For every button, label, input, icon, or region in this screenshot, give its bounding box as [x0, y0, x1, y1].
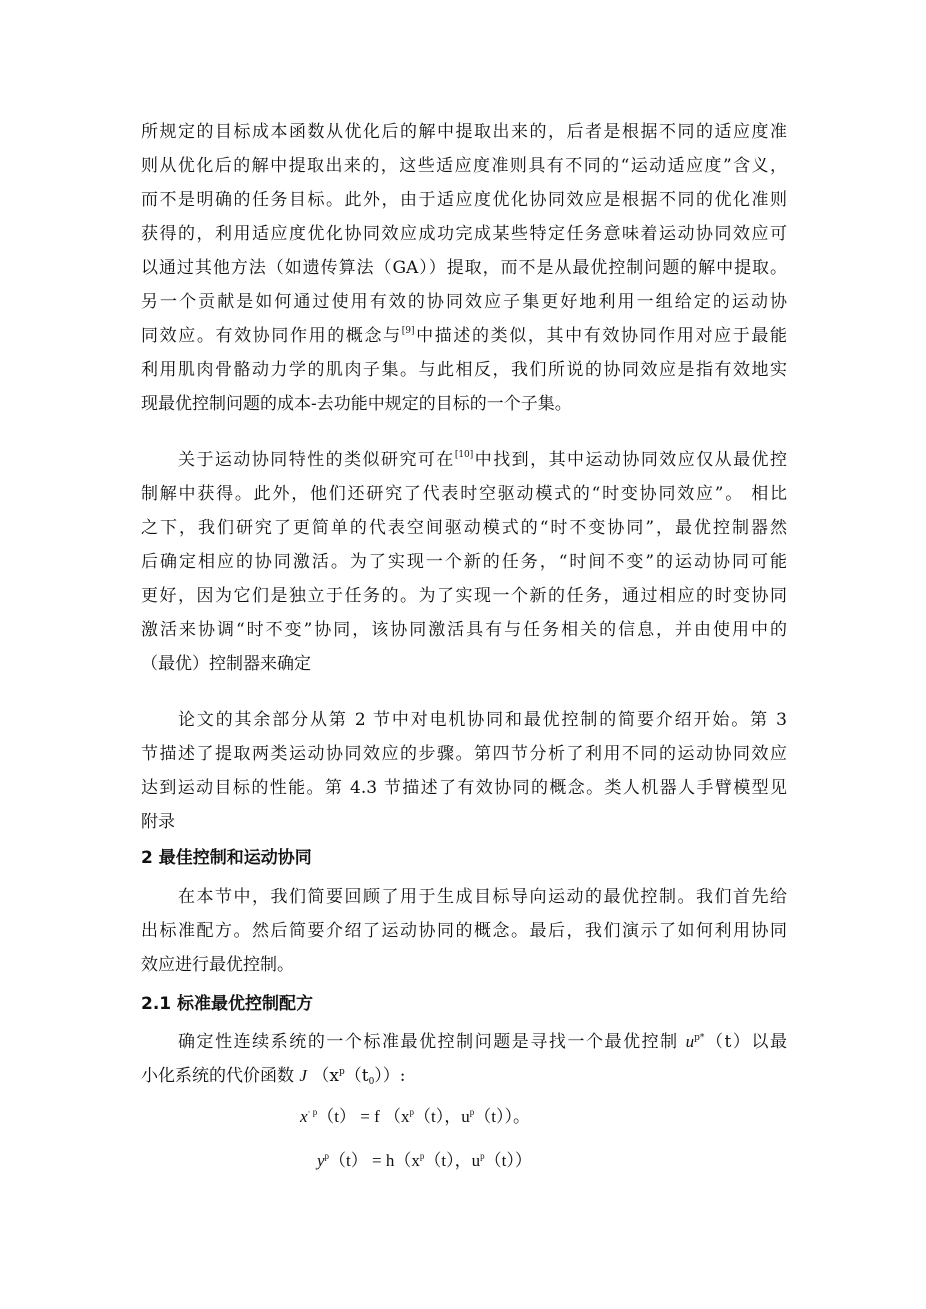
- paragraph-line: 出标准配方。然后简要介绍了运动协同的概念。最后，我们演示了如何利用协同: [141, 921, 787, 941]
- paragraph-line: 效应进行最优控制。: [141, 955, 294, 975]
- math-text: （t），u: [414, 1107, 470, 1126]
- paragraph-line: 而不是明确的任务目标。此外，由于适应度优化协同效应是根据不同的优化准则: [141, 190, 787, 210]
- paragraph-line: 激活来协调“时不变”协同，该协同激活具有与任务相关的信息，并由使用中的: [141, 620, 787, 640]
- math-sup: p: [324, 1151, 330, 1161]
- text-run: 关于运动协同特性的类似研究可在: [178, 450, 455, 470]
- math-var: y: [317, 1151, 325, 1170]
- math-text: （t: [344, 1066, 369, 1086]
- math-sup: p*: [694, 1033, 705, 1043]
- paragraph-line: 获得的，利用适应度优化协同效应成功完成某些特定任务意味着运动协同效应可: [141, 224, 787, 244]
- paragraph-line: [141, 319, 787, 353]
- paragraph-line: 后确定相应的协同激活。为了实现一个新的任务，“时间不变”的运动协同可能: [141, 552, 787, 572]
- math-sub: 0: [368, 1077, 375, 1087]
- math-text: ））:: [374, 1066, 406, 1086]
- text-run: 小化系统的代价函数: [141, 1066, 294, 1086]
- section-heading: 2 最佳控制和运动协同: [141, 848, 312, 868]
- paragraph-line: 所规定的目标成本函数从优化后的解中提取出来的，后者是根据不同的适应度准: [141, 122, 787, 142]
- paragraph-line: [178, 1025, 787, 1059]
- math-sup: p: [338, 1067, 345, 1077]
- citation-ref[interactable]: [9]: [401, 326, 415, 336]
- paragraph-line: 附录: [141, 812, 175, 832]
- paragraph-line: 节描述了提取两类运动协同效应的步骤。第四节分析了利用不同的运动协同效应: [141, 744, 787, 764]
- math-sup: p: [469, 1107, 475, 1117]
- paragraph-line: 之下，我们研究了更简单的代表空间驱动模式的“时不变协同”，最优控制器然: [141, 518, 787, 538]
- citation-ref[interactable]: [10]: [454, 450, 474, 460]
- paragraph-line: 利用肌肉骨骼动力学的肌肉子集。与此相反，我们所说的协同效应是指有效地实: [141, 360, 787, 380]
- paragraph-line: 达到运动目标的性能。第 4.3 节描述了有效协同的概念。类人机器人手臂模型见: [141, 778, 787, 798]
- text-run: 中描述的类似，其中有效协同作用对应于最能: [414, 326, 787, 346]
- math-sup: p: [480, 1151, 485, 1161]
- paragraph-line: 现最优控制问题的成本-去功能中规定的目标的一个子集。: [141, 394, 572, 414]
- text-run: 同效应。有效协同作用的概念与: [141, 326, 402, 346]
- subsection-heading: 2.1 标准最优控制配方: [141, 994, 314, 1014]
- math-text: （t），u: [424, 1151, 481, 1170]
- math-text: （t） = h（x: [329, 1151, 420, 1170]
- math-text: （t）: [704, 1032, 752, 1052]
- paragraph-line: [141, 1059, 787, 1093]
- math-text: （x: [312, 1066, 339, 1086]
- paragraph-line: 则从优化后的解中提取出来的，这些适应度准则具有不同的“运动适应度”含义，: [141, 156, 787, 176]
- paragraph-line: 在本节中，我们简要回顾了用于生成目标导向运动的最优控制。我们首先给: [178, 887, 787, 907]
- math-text: （t） = f （x: [317, 1107, 410, 1126]
- math-text: （t））。: [474, 1107, 530, 1126]
- math-sup: p: [409, 1107, 415, 1117]
- math-var: u: [685, 1032, 695, 1051]
- math-sup: p: [419, 1151, 425, 1161]
- paragraph-line: 更好，因为它们是独立于任务的。为了实现一个新的任务，通过相应的时变协同: [141, 586, 787, 606]
- paragraph-line: 另一个贡献是如何通过使用有效的协同效应子集更好地利用一组给定的运动协: [141, 292, 787, 312]
- text-run: 确定性连续系统的一个标准最优控制问题是寻找一个最优控制: [178, 1032, 679, 1052]
- math-var: x: [300, 1107, 308, 1126]
- equation-output: [317, 1144, 532, 1178]
- text-run: 以最: [751, 1032, 787, 1052]
- equation-state: [300, 1100, 530, 1134]
- math-var: J: [299, 1066, 307, 1085]
- math-text: （t））: [484, 1151, 532, 1170]
- paragraph-line: [178, 443, 787, 477]
- paragraph-line: 以通过其他方法（如遗传算法（GA））提取，而不是从最优控制问题的解中提取。: [141, 258, 787, 278]
- text-run: 中找到，其中运动协同效应仅从最优控: [473, 450, 788, 470]
- paragraph-line: 论文的其余部分从第 2 节中对电机协同和最优控制的简要介绍开始。第 3: [178, 710, 787, 730]
- math-sup: · p: [307, 1107, 318, 1117]
- paragraph-line: 制解中获得。此外，他们还研究了代表时空驱动模式的“时变协同效应”。 相比: [141, 484, 787, 504]
- paragraph-line: （最优）控制器来确定: [141, 654, 311, 674]
